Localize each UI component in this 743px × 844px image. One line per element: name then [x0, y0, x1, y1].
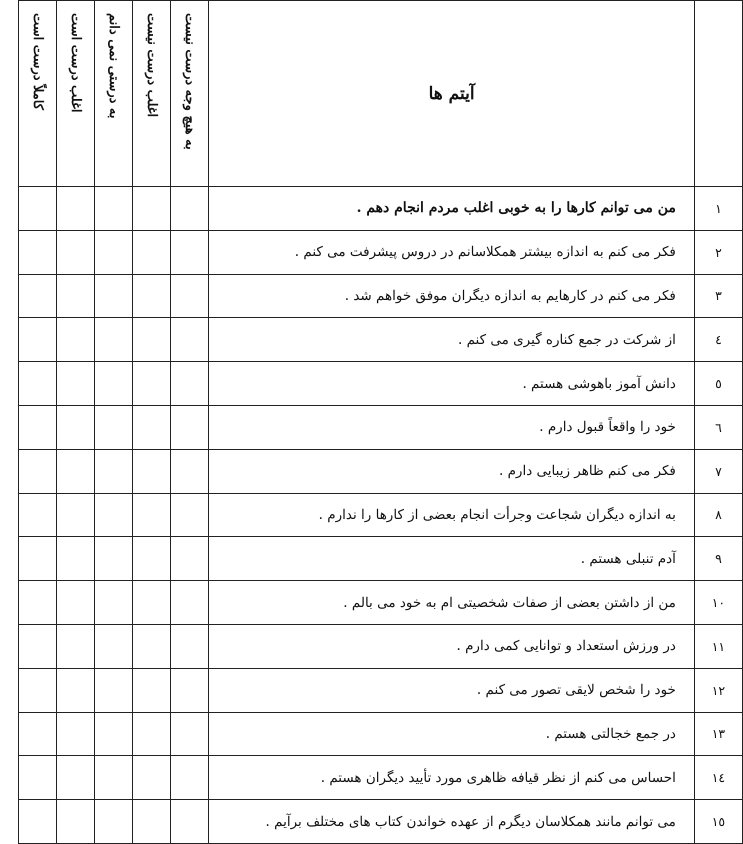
option-header-mostly-not-true: اغلب درست نیست — [133, 1, 171, 187]
table-row — [19, 624, 743, 668]
item-text: من از داشتن بعضی از صفات شخصیتی ام به خود می بالم . — [209, 581, 695, 625]
answer-cell-not-sure[interactable] — [95, 756, 133, 800]
number-header — [694, 1, 742, 187]
answer-cell-mostly-not-true[interactable] — [133, 800, 171, 844]
item-text: فکر می کنم ظاهر زیبایی دارم . — [209, 449, 695, 493]
answer-cell-not-true-at-all[interactable] — [171, 362, 209, 406]
table-row — [19, 187, 743, 231]
answer-cell-not-sure[interactable] — [95, 362, 133, 406]
answer-cell-not-sure[interactable] — [95, 318, 133, 362]
answer-cell-not-sure[interactable] — [95, 668, 133, 712]
answer-cell-completely-true[interactable] — [19, 624, 57, 668]
answer-cell-not-true-at-all[interactable] — [171, 712, 209, 756]
answer-cell-not-true-at-all[interactable] — [171, 800, 209, 844]
answer-cell-mostly-true[interactable] — [57, 187, 95, 231]
item-number: ۱۱ — [694, 624, 742, 668]
answer-cell-mostly-true[interactable] — [57, 318, 95, 362]
answer-cell-completely-true[interactable] — [19, 274, 57, 318]
item-text: احساس می کنم از نظر قیافه ظاهری مورد تأیید دیگران هستم . — [209, 756, 695, 800]
answer-cell-not-sure[interactable] — [95, 581, 133, 625]
item-text: خود را شخص لایقی تصور می کنم . — [209, 668, 695, 712]
question-rows — [19, 187, 743, 844]
answer-cell-mostly-not-true[interactable] — [133, 187, 171, 231]
table-row — [19, 362, 743, 406]
answer-cell-not-true-at-all[interactable] — [171, 624, 209, 668]
answer-cell-mostly-not-true[interactable] — [133, 362, 171, 406]
answer-cell-not-true-at-all[interactable] — [171, 493, 209, 537]
header-row — [19, 1, 743, 187]
answer-cell-mostly-not-true[interactable] — [133, 493, 171, 537]
item-text: دانش آموز باهوشی هستم . — [209, 362, 695, 406]
item-text: به اندازه دیگران شجاعت وجرأت انجام بعضی از کارها را ندارم . — [209, 493, 695, 537]
answer-cell-not-true-at-all[interactable] — [171, 756, 209, 800]
table-row — [19, 230, 743, 274]
answer-cell-not-true-at-all[interactable] — [171, 274, 209, 318]
item-number: ۱ — [694, 187, 742, 231]
item-number: ۳ — [694, 274, 742, 318]
table-row — [19, 712, 743, 756]
item-number: ٥ — [694, 362, 742, 406]
item-text: در ورزش استعداد و توانایی کمی دارم . — [209, 624, 695, 668]
answer-cell-completely-true[interactable] — [19, 318, 57, 362]
answer-cell-not-true-at-all[interactable] — [171, 230, 209, 274]
answer-cell-not-sure[interactable] — [95, 800, 133, 844]
answer-cell-not-sure[interactable] — [95, 537, 133, 581]
answer-cell-completely-true[interactable] — [19, 187, 57, 231]
option-header-not-sure: به درستی نمی دانم — [95, 1, 133, 187]
item-number: ١٤ — [694, 756, 742, 800]
answer-cell-mostly-true[interactable] — [57, 581, 95, 625]
item-number: ۱۲ — [694, 668, 742, 712]
table-row — [19, 581, 743, 625]
item-text: از شرکت در جمع کناره گیری می کنم . — [209, 318, 695, 362]
table-row — [19, 318, 743, 362]
answer-cell-not-sure[interactable] — [95, 274, 133, 318]
answer-cell-mostly-not-true[interactable] — [133, 449, 171, 493]
items-header: آیتم ها — [209, 1, 695, 187]
item-number: ۸ — [694, 493, 742, 537]
answer-cell-completely-true[interactable] — [19, 230, 57, 274]
answer-cell-mostly-true[interactable] — [57, 537, 95, 581]
answer-cell-mostly-true[interactable] — [57, 668, 95, 712]
answer-cell-mostly-true[interactable] — [57, 449, 95, 493]
answer-cell-mostly-true[interactable] — [57, 405, 95, 449]
answer-cell-not-true-at-all[interactable] — [171, 581, 209, 625]
answer-cell-mostly-not-true[interactable] — [133, 274, 171, 318]
answer-cell-completely-true[interactable] — [19, 449, 57, 493]
answer-cell-mostly-not-true[interactable] — [133, 712, 171, 756]
answer-cell-not-true-at-all[interactable] — [171, 668, 209, 712]
table-row — [19, 800, 743, 844]
option-header-completely-true: کاملاً درست است — [19, 1, 57, 187]
answer-cell-not-sure[interactable] — [95, 230, 133, 274]
item-text: می توانم مانند همکلاسان دیگرم از عهده خواندن کتاب های مختلف برآیم . — [209, 800, 695, 844]
answer-cell-mostly-true[interactable] — [57, 362, 95, 406]
answer-cell-completely-true[interactable] — [19, 800, 57, 844]
answer-cell-mostly-true[interactable] — [57, 800, 95, 844]
answer-cell-mostly-true[interactable] — [57, 274, 95, 318]
answer-cell-completely-true[interactable] — [19, 712, 57, 756]
item-number: ۱۳ — [694, 712, 742, 756]
answer-cell-completely-true[interactable] — [19, 668, 57, 712]
item-number: ٦ — [694, 405, 742, 449]
item-text: من می توانم کارها را به خوبی اغلب مردم انجام دهم . — [209, 187, 695, 231]
answer-cell-completely-true[interactable] — [19, 405, 57, 449]
answer-cell-not-sure[interactable] — [95, 624, 133, 668]
item-text: فکر می کنم در کارهایم به اندازه دیگران موفق خواهم شد . — [209, 274, 695, 318]
answer-cell-completely-true[interactable] — [19, 581, 57, 625]
answer-cell-mostly-not-true[interactable] — [133, 756, 171, 800]
item-text: فکر می کنم به اندازه بیشتر همکلاسانم در دروس پیشرفت می کنم . — [209, 230, 695, 274]
answer-cell-mostly-not-true[interactable] — [133, 405, 171, 449]
item-number: ۹ — [694, 537, 742, 581]
answer-cell-mostly-not-true[interactable] — [133, 581, 171, 625]
answer-cell-mostly-not-true[interactable] — [133, 537, 171, 581]
questionnaire-table — [18, 0, 743, 844]
answer-cell-not-sure[interactable] — [95, 493, 133, 537]
table-row — [19, 449, 743, 493]
answer-cell-completely-true[interactable] — [19, 537, 57, 581]
table-row — [19, 493, 743, 537]
answer-cell-not-sure[interactable] — [95, 449, 133, 493]
answer-cell-mostly-true[interactable] — [57, 756, 95, 800]
item-text: آدم تنبلی هستم . — [209, 537, 695, 581]
answer-cell-not-true-at-all[interactable] — [171, 405, 209, 449]
item-number: ۷ — [694, 449, 742, 493]
option-header-mostly-true: اغلب درست است — [57, 1, 95, 187]
answer-cell-not-true-at-all[interactable] — [171, 537, 209, 581]
answer-cell-completely-true[interactable] — [19, 756, 57, 800]
answer-cell-mostly-true[interactable] — [57, 230, 95, 274]
answer-cell-completely-true[interactable] — [19, 493, 57, 537]
answer-cell-mostly-not-true[interactable] — [133, 624, 171, 668]
answer-cell-mostly-true[interactable] — [57, 712, 95, 756]
item-text: در جمع خجالتی هستم . — [209, 712, 695, 756]
answer-cell-not-true-at-all[interactable] — [171, 187, 209, 231]
answer-cell-completely-true[interactable] — [19, 362, 57, 406]
item-number: ۱۰ — [694, 581, 742, 625]
table-row — [19, 274, 743, 318]
answer-cell-not-sure[interactable] — [95, 187, 133, 231]
answer-cell-not-true-at-all[interactable] — [171, 318, 209, 362]
table-row — [19, 405, 743, 449]
option-header-not-true-at-all: به هیچ وجه درست نیست — [171, 1, 209, 187]
item-text: خود را واقعاً قبول دارم . — [209, 405, 695, 449]
answer-cell-not-sure[interactable] — [95, 712, 133, 756]
answer-cell-mostly-not-true[interactable] — [133, 668, 171, 712]
answer-cell-mostly-true[interactable] — [57, 624, 95, 668]
item-number: ۱٥ — [694, 800, 742, 844]
item-number: ٤ — [694, 318, 742, 362]
answer-cell-mostly-true[interactable] — [57, 493, 95, 537]
answer-cell-not-sure[interactable] — [95, 405, 133, 449]
table-row — [19, 537, 743, 581]
item-number: ۲ — [694, 230, 742, 274]
answer-cell-mostly-not-true[interactable] — [133, 230, 171, 274]
answer-cell-mostly-not-true[interactable] — [133, 318, 171, 362]
answer-cell-not-true-at-all[interactable] — [171, 449, 209, 493]
table-row — [19, 668, 743, 712]
table-row — [19, 756, 743, 800]
